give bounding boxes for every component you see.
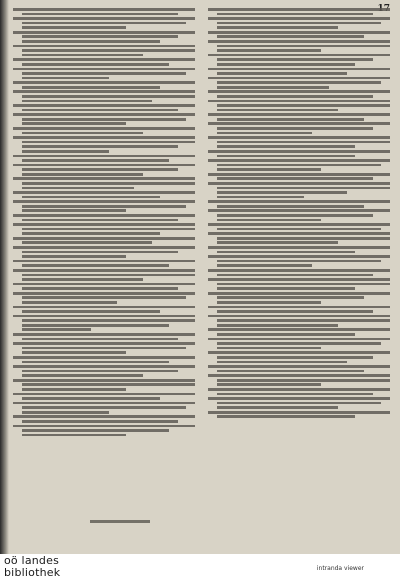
text-line <box>22 159 169 162</box>
footer-text-line <box>90 520 150 523</box>
text-line <box>22 35 178 38</box>
text-line <box>22 324 169 327</box>
viewer-label: intranda viewer <box>316 565 364 572</box>
text-line <box>13 306 195 309</box>
directory-entry <box>13 246 195 258</box>
text-line <box>217 356 373 359</box>
directory-entry <box>13 356 195 363</box>
text-line <box>22 351 126 354</box>
directory-entry <box>13 104 195 111</box>
directory-entry <box>208 173 390 180</box>
text-line <box>208 40 390 43</box>
directory-entry <box>208 315 390 327</box>
text-line <box>217 251 355 254</box>
text-line <box>217 260 381 263</box>
text-line <box>13 246 195 249</box>
text-line <box>22 182 195 185</box>
text-line <box>208 159 390 162</box>
text-line <box>22 255 126 258</box>
text-line <box>217 141 390 144</box>
text-line <box>13 415 195 418</box>
text-line <box>217 155 355 158</box>
text-line <box>22 370 178 373</box>
text-line <box>217 72 347 75</box>
text-line <box>13 45 195 48</box>
text-line <box>217 109 338 112</box>
directory-entry <box>208 200 390 207</box>
text-line <box>217 301 321 304</box>
text-line <box>217 187 390 190</box>
text-line <box>13 342 195 345</box>
text-line <box>217 164 381 167</box>
text-line <box>208 200 390 203</box>
directory-entry <box>13 415 195 422</box>
text-line <box>208 374 390 377</box>
directory-entry <box>13 223 195 235</box>
text-line <box>22 13 178 16</box>
text-line <box>217 118 364 121</box>
text-line <box>13 200 195 203</box>
text-line <box>22 310 160 313</box>
text-line <box>22 228 195 231</box>
text-line <box>208 351 390 354</box>
text-line <box>13 425 195 428</box>
text-line <box>22 49 195 52</box>
text-line <box>217 342 381 345</box>
text-line <box>217 104 390 107</box>
text-line <box>22 205 186 208</box>
text-line <box>13 164 195 167</box>
text-line <box>13 237 195 240</box>
directory-entry <box>208 17 390 29</box>
directory-entry <box>13 315 195 331</box>
text-line <box>13 214 195 217</box>
text-line <box>22 95 195 98</box>
text-line <box>208 113 390 116</box>
text-line <box>13 17 195 20</box>
directory-entry <box>208 100 390 112</box>
text-line <box>208 122 390 125</box>
text-line <box>13 177 195 180</box>
directory-entry <box>13 155 195 162</box>
library-logo[interactable] <box>4 555 60 579</box>
directory-entry <box>13 164 195 176</box>
logo-line-1: oö landes <box>4 554 60 567</box>
directory-entry <box>13 113 195 125</box>
text-line <box>22 296 186 299</box>
text-line <box>217 132 312 135</box>
directory-entry <box>13 177 195 189</box>
text-line <box>208 17 390 20</box>
directory-entry <box>208 328 390 335</box>
text-line <box>13 292 195 295</box>
text-line <box>22 173 143 176</box>
text-line <box>22 100 152 103</box>
text-line <box>13 58 195 61</box>
text-line <box>208 232 390 235</box>
text-line <box>217 214 373 217</box>
text-line <box>208 255 390 258</box>
text-line <box>217 58 373 61</box>
directory-entry <box>13 68 195 80</box>
text-line <box>217 287 355 290</box>
directory-entry <box>13 393 195 400</box>
text-line <box>217 191 347 194</box>
directory-entry <box>13 17 195 29</box>
text-line <box>217 347 321 350</box>
text-line <box>22 361 169 364</box>
text-line <box>217 361 347 364</box>
text-line <box>217 296 364 299</box>
text-line <box>208 173 390 176</box>
text-line <box>217 402 381 405</box>
text-line <box>22 132 143 135</box>
text-line <box>217 237 390 240</box>
logo-line-2: bibliothek <box>4 566 61 579</box>
text-line <box>13 379 195 382</box>
text-line <box>22 374 143 377</box>
directory-entry <box>13 306 195 313</box>
text-line <box>217 379 390 382</box>
text-line <box>208 338 390 341</box>
text-line <box>13 127 195 130</box>
text-line <box>217 283 390 286</box>
directory-entry <box>13 342 195 354</box>
text-line <box>22 347 186 350</box>
text-line <box>217 370 364 373</box>
text-line <box>217 196 304 199</box>
text-line <box>208 223 390 226</box>
text-line <box>22 338 178 341</box>
text-line <box>22 26 126 29</box>
text-line <box>217 264 312 267</box>
text-line <box>22 141 195 144</box>
directory-entry <box>13 214 195 221</box>
directory-entry <box>13 365 195 377</box>
text-line <box>217 241 338 244</box>
directory-entry <box>13 237 195 244</box>
text-line <box>13 333 195 336</box>
text-line <box>13 260 195 263</box>
directory-entry <box>13 260 195 267</box>
text-line <box>217 324 338 327</box>
directory-entry <box>208 255 390 267</box>
text-line <box>22 411 109 414</box>
text-line <box>22 168 178 171</box>
text-line <box>208 150 390 153</box>
text-line <box>13 402 195 405</box>
text-line <box>22 232 160 235</box>
text-line <box>217 205 364 208</box>
text-line <box>208 209 390 212</box>
right-column <box>208 8 390 420</box>
text-line <box>13 113 195 116</box>
text-line <box>208 269 390 272</box>
text-line <box>22 388 126 391</box>
text-line <box>22 301 117 304</box>
directory-entry <box>208 388 390 395</box>
text-line <box>208 411 390 414</box>
directory-entry <box>13 200 195 212</box>
text-line <box>217 383 321 386</box>
text-line <box>22 397 160 400</box>
text-line <box>208 328 390 331</box>
directory-entry <box>13 31 195 43</box>
text-line <box>208 54 390 57</box>
text-line <box>217 145 355 148</box>
directory-entry <box>208 209 390 221</box>
text-line <box>22 383 195 386</box>
text-line <box>208 77 390 80</box>
text-line <box>217 22 381 25</box>
directory-entry <box>208 246 390 253</box>
text-line <box>13 283 195 286</box>
text-line <box>22 241 152 244</box>
text-line <box>22 22 186 25</box>
text-line <box>217 26 338 29</box>
text-line <box>22 145 178 148</box>
text-line <box>22 420 178 423</box>
text-line <box>22 118 186 121</box>
text-line <box>208 306 390 309</box>
text-line <box>13 365 195 368</box>
text-line <box>208 8 390 11</box>
text-line <box>22 150 109 153</box>
text-line <box>208 292 390 295</box>
directory-entry <box>208 150 390 157</box>
text-line <box>217 274 373 277</box>
directory-entry <box>208 269 390 276</box>
text-line <box>13 31 195 34</box>
text-line <box>22 196 160 199</box>
directory-entry <box>208 292 390 304</box>
text-line <box>22 278 143 281</box>
directory-entry <box>208 136 390 148</box>
directory-entry <box>13 191 195 198</box>
text-line <box>208 388 390 391</box>
directory-entry <box>208 113 390 120</box>
directory-entry <box>13 58 195 65</box>
text-line <box>208 90 390 93</box>
text-line <box>217 13 373 16</box>
directory-entry <box>208 182 390 198</box>
text-line <box>217 177 373 180</box>
text-line <box>208 365 390 368</box>
text-line <box>22 77 109 80</box>
directory-entry <box>208 122 390 134</box>
directory-entry <box>208 31 390 38</box>
directory-entry <box>208 159 390 171</box>
directory-entry <box>13 292 195 304</box>
directory-entry <box>13 425 195 437</box>
text-line <box>13 315 195 318</box>
text-line <box>217 219 321 222</box>
text-line <box>22 54 143 57</box>
text-line <box>13 8 195 11</box>
text-line <box>13 393 195 396</box>
directory-entry <box>13 283 195 290</box>
text-line <box>217 63 355 66</box>
directory-entry <box>208 278 390 290</box>
text-line <box>22 319 195 322</box>
directory-entry <box>13 81 195 88</box>
directory-entry <box>208 68 390 75</box>
text-line <box>13 104 195 107</box>
text-line <box>22 406 186 409</box>
text-line <box>22 109 178 112</box>
text-line <box>22 209 126 212</box>
text-line <box>208 397 390 400</box>
text-line <box>217 333 355 336</box>
directory-entry <box>208 411 390 418</box>
directory-entry <box>13 136 195 152</box>
text-line <box>208 31 390 34</box>
directory-entry <box>208 306 390 313</box>
text-line <box>217 228 381 231</box>
text-line <box>13 68 195 71</box>
directory-entry <box>208 397 390 409</box>
left-column <box>13 8 195 438</box>
directory-entry <box>13 127 195 134</box>
text-line <box>13 81 195 84</box>
directory-entry <box>208 8 390 15</box>
text-line <box>208 68 390 71</box>
directory-entry <box>13 8 195 15</box>
text-line <box>217 168 321 171</box>
text-line <box>22 434 126 437</box>
text-line <box>208 315 390 318</box>
text-line <box>22 187 134 190</box>
text-line <box>13 269 195 272</box>
text-line <box>217 49 321 52</box>
text-line <box>217 45 390 48</box>
directory-entry <box>208 54 390 66</box>
directory-entry <box>208 374 390 386</box>
text-line <box>217 415 355 418</box>
text-line <box>208 100 390 103</box>
directory-entry <box>13 402 195 414</box>
text-line <box>217 81 381 84</box>
text-line <box>217 95 373 98</box>
text-line <box>208 182 390 185</box>
text-line <box>217 310 373 313</box>
text-line <box>22 219 178 222</box>
text-line <box>22 40 160 43</box>
directory-entry <box>208 351 390 363</box>
text-line <box>22 328 91 331</box>
text-line <box>13 136 195 139</box>
text-line <box>217 127 373 130</box>
text-line <box>22 72 186 75</box>
text-line <box>22 63 169 66</box>
text-line <box>217 86 329 89</box>
text-line <box>22 274 195 277</box>
directory-entry <box>13 45 195 57</box>
directory-entry <box>208 365 390 372</box>
directory-entry <box>208 338 390 350</box>
text-line <box>13 356 195 359</box>
text-line <box>22 251 178 254</box>
directory-entry <box>13 379 195 391</box>
text-line <box>217 319 390 322</box>
text-line <box>22 86 160 89</box>
directory-entry <box>13 333 195 340</box>
text-line <box>217 406 338 409</box>
directory-entry <box>208 223 390 230</box>
text-line <box>13 90 195 93</box>
directory-entry <box>13 90 195 102</box>
text-line <box>22 122 126 125</box>
text-line <box>22 287 178 290</box>
text-line <box>22 264 169 267</box>
directory-entry <box>208 90 390 97</box>
text-line <box>208 246 390 249</box>
text-line <box>217 393 373 396</box>
text-line <box>13 223 195 226</box>
directory-entry <box>208 232 390 244</box>
directory-entry <box>208 40 390 52</box>
text-line <box>13 155 195 158</box>
text-line <box>208 278 390 281</box>
directory-entry <box>13 269 195 281</box>
text-line <box>22 429 169 432</box>
directory-entry <box>208 77 390 89</box>
text-line <box>208 136 390 139</box>
text-line <box>217 35 364 38</box>
text-line <box>13 191 195 194</box>
